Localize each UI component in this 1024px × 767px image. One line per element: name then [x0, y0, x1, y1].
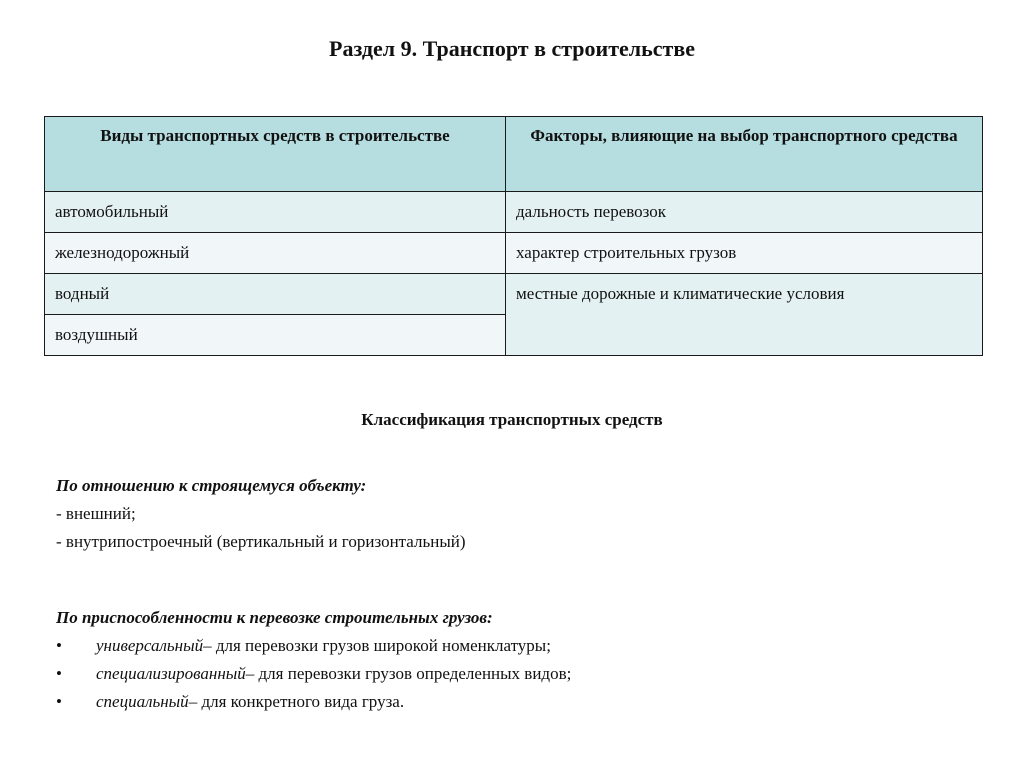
section-heading: По отношению к строящемуся объекту:: [56, 476, 367, 495]
bullet-icon: •: [56, 636, 62, 655]
classification-by-cargo: [56, 604, 571, 716]
list-item-desc: – для конкретного вида груза.: [188, 692, 405, 711]
list-item: - внешний;: [56, 504, 136, 523]
section-heading: По приспособленности к перевозке строительных грузов:: [56, 608, 493, 627]
transport-type-cell: автомобильный: [45, 192, 506, 233]
classification-title: Классификация транспортных средств: [361, 410, 663, 429]
factor-cell: местные дорожные и климатические условия: [506, 274, 983, 356]
list-item: [56, 660, 571, 688]
table-row: [45, 274, 983, 315]
header-transport-types: Виды транспортных средств в строительстве: [45, 117, 506, 192]
list-item: [56, 688, 571, 716]
table-header-row: [45, 117, 983, 192]
table-row: [45, 192, 983, 233]
list-item-desc: – для перевозки грузов широкой номенклатуры;: [203, 636, 551, 655]
list-item-desc: – для перевозки грузов определенных видов;: [245, 664, 572, 683]
factor-cell: дальность перевозок: [506, 192, 983, 233]
transport-type-cell: железнодорожный: [45, 233, 506, 274]
list-item-term: специализированный: [96, 664, 246, 683]
table-row: [45, 233, 983, 274]
bullet-icon: •: [56, 664, 62, 683]
transport-table: [44, 116, 983, 356]
header-selection-factors: Факторы, влияющие на выбор транспортного средства: [506, 117, 983, 192]
bullet-icon: •: [56, 692, 62, 711]
page-title: Раздел 9. Транспорт в строительстве: [329, 36, 695, 61]
list-item: [56, 632, 571, 660]
factor-cell: характер строительных грузов: [506, 233, 983, 274]
transport-type-cell: воздушный: [45, 315, 506, 356]
classification-by-object: [56, 472, 466, 556]
list-item-term: специальный: [96, 692, 189, 711]
list-item: - внутрипостроечный (вертикальный и горизонтальный): [56, 532, 466, 551]
list-item-term: универсальный: [96, 636, 204, 655]
transport-type-cell: водный: [45, 274, 506, 315]
